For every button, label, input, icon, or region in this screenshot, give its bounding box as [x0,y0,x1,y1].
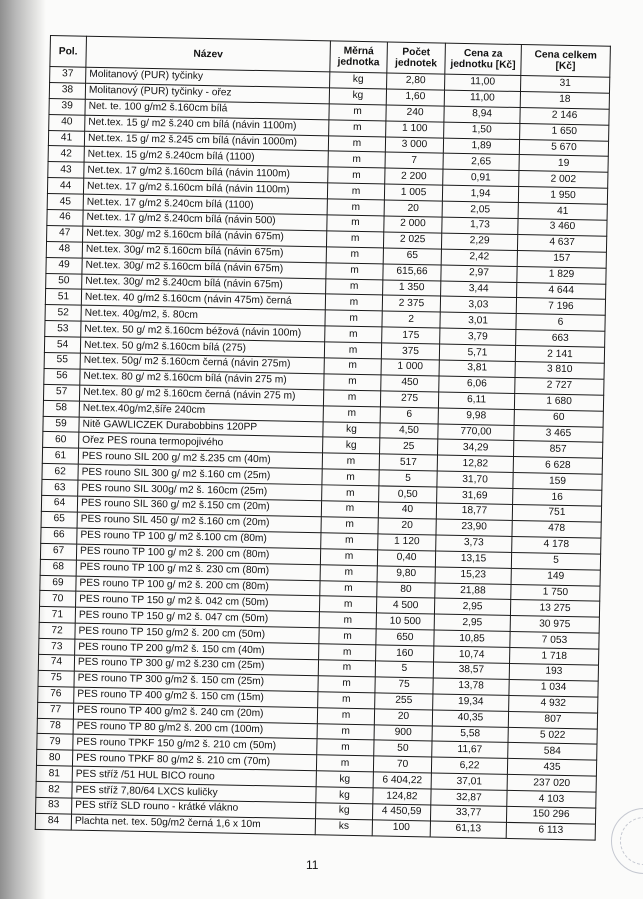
cell-price: 31,69 [437,487,513,504]
cell-qty: 20 [374,708,432,725]
cell-price: 2,97 [441,265,517,282]
cell-pos: 79 [37,734,73,751]
cell-pos: 84 [35,813,71,830]
cell-name: PES rouno TP 400 g/m2 š. 150 cm (15m) [74,687,318,708]
cell-qty: 5 [375,661,433,678]
cell-unit: m [322,485,379,502]
cell-unit: m [321,501,378,518]
cell-unit: m [325,294,382,311]
cell-total: 6 113 [506,822,595,840]
cell-unit: m [322,453,379,470]
cell-qty: 650 [376,629,434,646]
cell-qty: 615,66 [383,264,441,281]
cell-pos: 50 [46,273,82,290]
cell-unit: m [321,517,378,534]
cell-total: 159 [513,473,602,491]
cell-pos: 59 [43,416,79,433]
cell-name: Net.tex. 30g/ m2 š.240cm bílá (návin 675m) [82,274,326,295]
cell-qty: 2 025 [383,232,441,249]
cell-price: 6,22 [431,757,507,774]
cell-price: 15,23 [435,567,511,584]
cell-pos: 67 [40,543,76,560]
cell-name: PES rouno SIL 360 g/ m2 š.150 cm (20m) [77,496,321,517]
cell-pos: 37 [50,67,86,84]
cell-unit: m [327,199,384,216]
cell-qty: 2 000 [384,216,442,233]
document-page [35,35,610,840]
cell-price: 13,78 [433,678,509,695]
cell-price: 19,34 [433,694,509,711]
cell-total: 30 975 [510,616,599,634]
cell-pos: 43 [48,162,84,179]
cell-name: Net.tex. 40 g/m2 š.160cm (návin 475m) černá [81,290,325,311]
cell-name: Net.tex. 15 g/ m2 š.245 cm bílá (návin 1000m) [84,131,328,152]
cell-pos: 58 [43,400,79,417]
cell-total: 4 644 [517,282,606,300]
cell-pos: 78 [37,718,73,735]
cell-total: 4 637 [517,234,606,252]
cell-qty: 3 000 [385,137,443,154]
cell-name: Net.tex. 50 g/m2 š.160cm bílá (275) [80,337,324,358]
cell-price: 1,89 [443,138,519,155]
cell-name: PES rouno TP 150 g/ m2 š. 042 cm (50m) [76,591,320,612]
cell-price: 23,90 [436,519,512,536]
price-table [35,35,611,840]
cell-unit: m [329,120,386,137]
cell-unit: m [323,406,380,423]
cell-pos: 61 [42,448,78,465]
cell-total: 1 034 [509,679,598,697]
cell-pos: 44 [47,178,83,195]
cell-total: 5 [511,552,600,570]
cell-qty: 1,60 [386,89,444,106]
cell-pos: 54 [44,337,80,354]
cell-pos: 38 [49,82,85,99]
cell-price: 2,05 [442,201,518,218]
cell-qty: 517 [379,454,437,471]
cell-price: 2,42 [441,249,517,266]
cell-price: 11,00 [445,74,521,91]
cell-total: 2 141 [515,346,604,364]
cell-name: PES stříž 7,80/64 LXCS kuličky [72,782,316,803]
cell-total: 1 650 [520,123,609,141]
cell-price: 1,50 [444,122,520,139]
cell-qty: 0,40 [377,550,435,567]
cell-unit: ks [315,819,372,836]
cell-name: PES rouno TP 80 g/m2 š. 200 cm (100m) [73,719,317,740]
cell-unit: m [318,676,375,693]
cell-price: 5,71 [439,344,515,361]
cell-name: Plachta net. tex. 50g/m2 černá 1,6 x 10m [71,814,315,835]
cell-pos: 55 [44,352,80,369]
cell-price: 40,35 [432,710,508,727]
cell-unit: m [318,691,375,708]
cell-name: Molitanový (PUR) tyčinky [86,67,330,88]
cell-name: Net.tex. 50g/ m2 š.160cm černá (návin 275m) [80,353,324,374]
cell-name: PES stříž SLD rouno - krátké vlákno [72,798,316,819]
cell-qty: 4 450,59 [372,804,430,821]
cell-total: 7 053 [510,632,599,650]
cell-total: 6 [516,314,605,332]
cell-price: 34,29 [438,440,514,457]
cell-pos: 46 [47,209,83,226]
cell-qty: 2 375 [382,295,440,312]
cell-unit: m [327,183,384,200]
cell-price: 10,85 [434,630,510,647]
cell-unit: kg [330,72,387,89]
cell-total: 16 [513,489,602,507]
cell-qty: 50 [374,740,432,757]
cell-qty: 4,50 [380,423,438,440]
cell-price: 3,73 [436,535,512,552]
cell-name: PES stříž /51 HUL BICO rouno [72,766,316,787]
cell-unit: m [320,564,377,581]
cell-unit: m [326,247,383,264]
cell-price: 3,01 [440,312,516,329]
cell-unit: m [327,215,384,232]
cell-price: 33,77 [430,805,506,822]
cell-price: 10,74 [434,646,510,663]
cell-unit: m [320,580,377,597]
cell-price: 6,06 [439,376,515,393]
cell-qty: 6 [380,407,438,424]
cell-name: PES rouno SIL 300g/ m2 š. 160cm (25m) [78,480,322,501]
cell-total: 2 727 [515,377,604,395]
cell-total: 663 [516,330,605,348]
cell-unit: kg [316,787,373,804]
header-price: Cena za jednotku [Kč] [445,43,522,75]
cell-price: 3,44 [441,281,517,298]
cell-price: 38,57 [433,662,509,679]
cell-pos: 75 [38,670,74,687]
cell-qty: 9,80 [377,565,435,582]
cell-pos: 74 [38,654,74,671]
cell-total: 1 750 [511,584,600,602]
page-number: 11 [306,858,319,872]
cell-pos: 42 [48,146,84,163]
cell-pos: 48 [46,241,82,258]
cell-name: PES rouno TPKF 150 g/m2 š. 210 cm (50m) [73,734,317,755]
cell-name: Net.tex. 30g/ m2 š.160cm bílá (návin 675m) [82,242,326,263]
cell-name: Net.tex. 30g/ m2 š.160cm bílá (návin 675m) [83,226,327,247]
cell-unit: m [317,739,374,756]
cell-pos: 53 [45,321,81,338]
cell-total: 193 [509,663,598,681]
cell-unit: m [326,263,383,280]
cell-unit: m [328,151,385,168]
cell-name: Ořez PES rouna termopojivého [79,433,323,454]
cell-price: 9,98 [438,408,514,425]
cell-pos: 73 [39,638,75,655]
cell-name: PES rouno TP 100 g/ m2 š. 200 cm (80m) [76,576,320,597]
cell-qty: 7 [385,152,443,169]
cell-total: 435 [507,759,596,777]
cell-qty: 10 500 [376,613,434,630]
cell-name: Net.tex. 30g/ m2 š.160cm bílá (návin 675m) [82,258,326,279]
cell-qty: 5 [379,470,437,487]
cell-total: 7 196 [516,298,605,316]
cell-qty: 4 500 [376,597,434,614]
cell-price: 3,79 [440,328,516,345]
cell-unit: m [324,358,381,375]
cell-total: 149 [511,568,600,586]
cell-qty: 70 [373,756,431,773]
cell-unit: m [319,628,376,645]
cell-pos: 51 [45,289,81,306]
cell-unit: m [326,231,383,248]
cell-total: 2 002 [519,171,608,189]
cell-price: 6,11 [438,392,514,409]
cell-name: Net.tex. 15 g/m2 š.240cm bílá (1100) [84,147,328,168]
cell-pos: 60 [43,432,79,449]
cell-name: PES rouno TP 300 g/m2 š. 150 cm (25m) [74,671,318,692]
cell-total: 60 [514,409,603,427]
cell-unit: m [324,374,381,391]
cell-total: 1 718 [510,648,599,666]
cell-total: 5 022 [508,727,597,745]
cell-qty: 255 [375,693,433,710]
cell-unit: m [317,707,374,724]
cell-qty: 1 005 [384,184,442,201]
cell-qty: 65 [383,248,441,265]
cell-qty: 124,82 [373,788,431,805]
cell-total: 1 950 [518,187,607,205]
cell-price: 8,94 [444,106,520,123]
cell-qty: 2,80 [387,73,445,90]
cell-unit: m [316,755,373,772]
cell-name: Net. te. 100 g/m2 š.160cm bílá [85,99,329,120]
cell-price: 5,58 [432,725,508,742]
cell-qty: 900 [374,724,432,741]
cell-pos: 41 [48,130,84,147]
cell-unit: m [322,469,379,486]
cell-qty: 1 120 [378,534,436,551]
cell-total: 31 [521,76,610,94]
cell-total: 18 [520,91,609,109]
cell-name: PES rouno SIL 450 g/ m2 š.160 cm (20m) [77,512,321,533]
cell-qty: 1 350 [383,280,441,297]
cell-price: 0,91 [443,169,519,186]
stamp-mark [611,808,643,874]
cell-total: 4 932 [509,695,598,713]
cell-pos: 83 [36,797,72,814]
cell-qty: 100 [372,820,430,837]
cell-price: 3,81 [439,360,515,377]
cell-qty: 240 [386,105,444,122]
cell-pos: 76 [38,686,74,703]
cell-name: Molitanový (PUR) tyčinky - ořez [85,83,329,104]
cell-name: Net.tex. 50 g/ m2 š.160cm béžová (návin 100m) [81,321,325,342]
cell-total: 857 [513,441,602,459]
cell-name: Net.tex. 17 g/m2 š.240cm bílá (1100) [83,194,327,215]
cell-name: PES rouno TP 150 g/m2 š. 200 cm (50m) [75,623,319,644]
cell-qty: 450 [381,375,439,392]
cell-qty: 2 [382,311,440,328]
cell-price: 31,70 [437,471,513,488]
cell-unit: kg [323,437,380,454]
cell-price: 2,65 [443,154,519,171]
cell-total: 3 460 [518,219,607,237]
cell-price: 3,03 [440,297,516,314]
cell-pos: 52 [45,305,81,322]
cell-unit: m [318,660,375,677]
cell-price: 21,88 [435,582,511,599]
cell-pos: 65 [41,511,77,528]
cell-total: 1 680 [514,393,603,411]
cell-pos: 82 [36,781,72,798]
cell-pos: 69 [40,575,76,592]
cell-qty: 1 000 [381,359,439,376]
cell-unit: kg [323,421,380,438]
cell-name: PES rouno TP 100 g/ m2 š. 230 cm (80m) [76,560,320,581]
cell-price: 61,13 [430,821,506,838]
cell-total: 751 [512,505,601,523]
cell-pos: 57 [43,384,79,401]
cell-unit: m [319,612,376,629]
cell-total: 3 810 [515,362,604,380]
cell-price: 18,77 [436,503,512,520]
cell-unit: m [317,723,374,740]
cell-pos: 80 [36,750,72,767]
cell-price: 2,95 [434,614,510,631]
cell-unit: kg [316,803,373,820]
cell-price: 13,15 [435,551,511,568]
cell-qty: 6 404,22 [373,772,431,789]
cell-price: 32,87 [431,789,507,806]
cell-name: PES rouno TP 400 g/m2 š. 240 cm (20m) [73,703,317,724]
cell-qty: 175 [382,327,440,344]
cell-price: 11,67 [432,741,508,758]
cell-name: Net.tex. 40g/m2, š. 80cm [81,306,325,327]
cell-qty: 80 [377,581,435,598]
cell-pos: 47 [47,225,83,242]
header-name: Název [86,36,331,72]
cell-name: PES rouno TP 100 g/ m2 š.100 cm (80m) [77,528,321,549]
cell-price: 2,29 [441,233,517,250]
cell-qty: 2 200 [385,168,443,185]
cell-total: 3 465 [514,425,603,443]
cell-unit: m [321,533,378,550]
cell-total: 807 [508,711,597,729]
cell-unit: m [319,644,376,661]
cell-pos: 68 [40,559,76,576]
cell-qty: 20 [384,200,442,217]
cell-unit: kg [329,88,386,105]
cell-unit: m [319,596,376,613]
cell-name: PES rouno TP 300 g/ m2 š.230 cm (25m) [74,655,318,676]
cell-unit: m [325,326,382,343]
cell-pos: 64 [41,495,77,512]
cell-pos: 49 [46,257,82,274]
cell-name: Net.tex.40g/m2,šíře 240cm [79,401,323,422]
cell-unit: m [328,167,385,184]
cell-pos: 56 [44,368,80,385]
cell-price: 1,94 [442,185,518,202]
cell-total: 478 [512,520,601,538]
cell-total: 13 275 [510,600,599,618]
cell-total: 1 829 [517,266,606,284]
cell-qty: 0,50 [379,486,437,503]
cell-pos: 45 [47,194,83,211]
cell-total: 4 103 [507,790,596,808]
cell-name: Net.tex. 80 g/ m2 š.160cm černá (návin 275 m) [79,385,323,406]
cell-price: 37,01 [431,773,507,790]
cell-pos: 71 [39,607,75,624]
cell-name: Net.tex. 17 g/m2 š.160cm bílá (návin 1100m) [83,178,327,199]
cell-total: 4 178 [512,536,601,554]
cell-qty: 75 [375,677,433,694]
cell-total: 157 [517,250,606,268]
cell-name: Net.tex. 17 g/m2 š.240cm bílá (návin 500) [83,210,327,231]
cell-qty: 40 [378,502,436,519]
cell-price: 11,00 [444,90,520,107]
cell-name: Net.tex. 80 g/ m2 š.160cm bílá (návin 275 m) [80,369,324,390]
cell-unit: m [320,549,377,566]
cell-unit: m [324,342,381,359]
cell-qty: 20 [378,518,436,535]
cell-name: Net.tex. 17 g/m2 š.160cm bílá (návin 1100m) [84,163,328,184]
cell-pos: 40 [49,114,85,131]
cell-unit: m [323,390,380,407]
cell-qty: 25 [380,438,438,455]
cell-total: 237 020 [507,775,596,793]
header-total: Cena celkem [Kč] [521,45,611,78]
cell-total: 41 [518,203,607,221]
cell-pos: 63 [42,480,78,497]
cell-qty: 275 [380,391,438,408]
cell-name: Net.tex. 15 g/ m2 š.240 cm bílá (návin 1100m) [85,115,329,136]
cell-name: PES rouno SIL 300 g/ m2 š.160 cm (25m) [78,464,322,485]
cell-pos: 66 [41,527,77,544]
cell-total: 584 [508,743,597,761]
cell-pos: 70 [40,591,76,608]
cell-price: 2,95 [434,598,510,615]
header-unit: Měrná jednotka [330,41,388,73]
cell-total: 150 296 [506,806,595,824]
cell-total: 5 670 [519,139,608,157]
header-qty: Počet jednotek [387,42,446,74]
cell-qty: 160 [376,645,434,662]
cell-name: PES rouno TP 100 g/ m2 š. 200 cm (80m) [76,544,320,565]
cell-name: Nitě GAWLICZEK Durabobbins 120PP [79,417,323,438]
cell-pos: 62 [42,464,78,481]
cell-unit: kg [316,771,373,788]
header-pos: Pol. [50,36,87,68]
cell-name: PES rouno SIL 200 g/ m2 š.235 cm (40m) [78,448,322,469]
cell-name: PES rouno TPKF 80 g/m2 š. 210 cm (70m) [72,750,316,771]
cell-price: 770,00 [438,424,514,441]
cell-qty: 1 100 [386,121,444,138]
cell-total: 2 146 [520,107,609,125]
cell-pos: 39 [49,98,85,115]
cell-name: PES rouno TP 200 g/m2 š. 150 cm (40m) [75,639,319,660]
cell-unit: m [325,310,382,327]
cell-total: 6 628 [513,457,602,475]
cell-unit: m [326,278,383,295]
cell-pos: 77 [37,702,73,719]
cell-price: 12,82 [437,455,513,472]
cell-name: PES rouno TP 150 g/ m2 š. 047 cm (50m) [75,607,319,628]
cell-pos: 72 [39,623,75,640]
cell-unit: m [329,104,386,121]
cell-qty: 375 [381,343,439,360]
cell-pos: 81 [36,766,72,783]
cell-unit: m [328,135,385,152]
cell-price: 1,73 [442,217,518,234]
cell-total: 19 [519,155,608,173]
